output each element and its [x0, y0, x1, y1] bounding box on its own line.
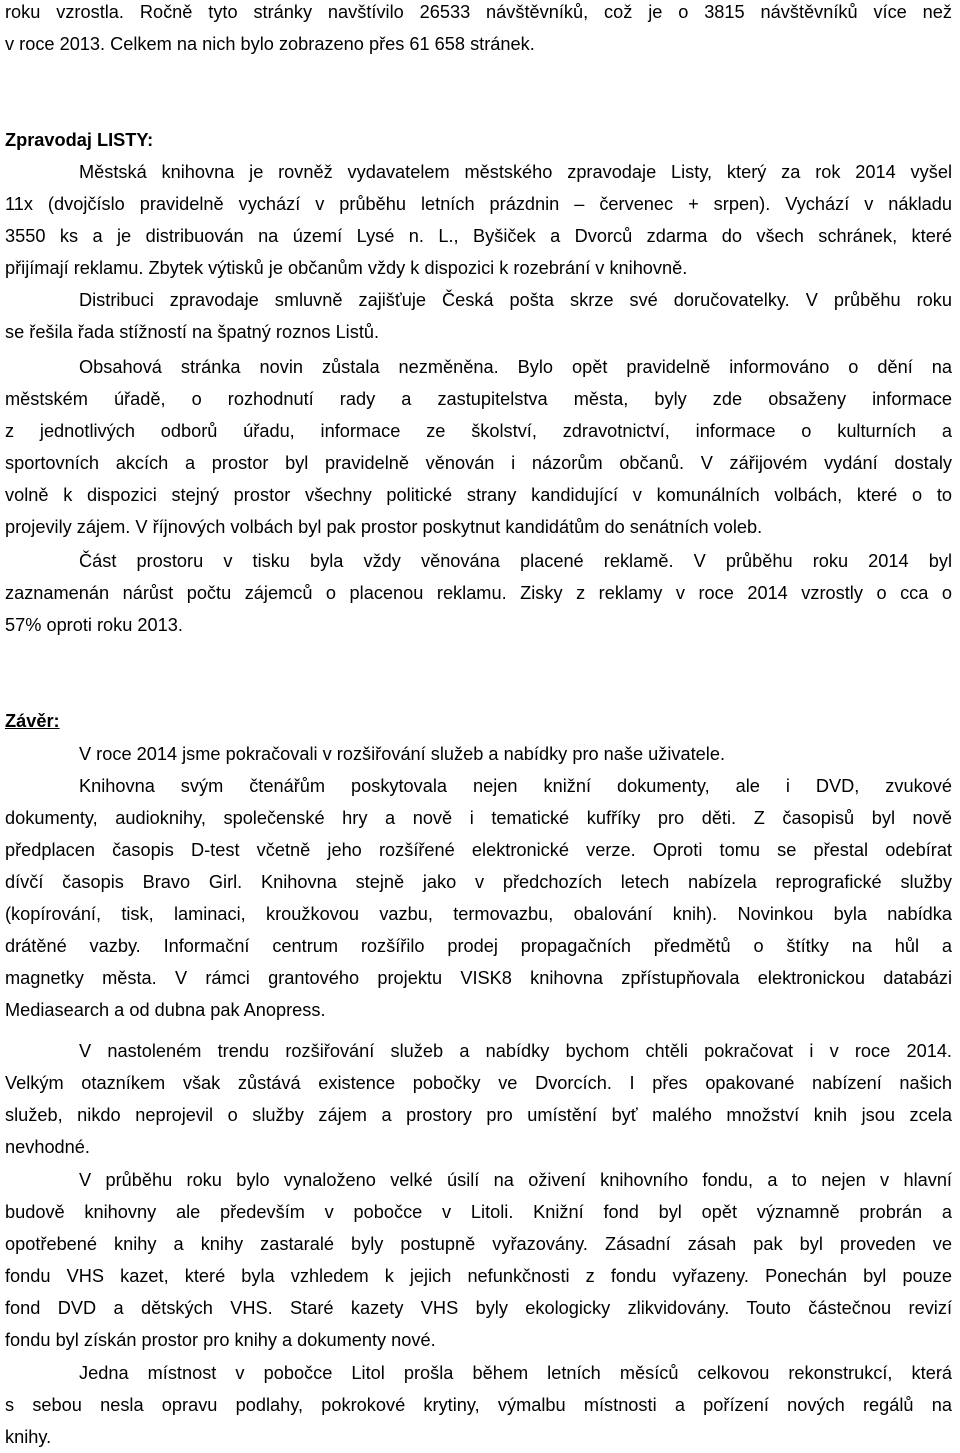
zaver-line-11: Velkým otazníkem však zůstává existence pobočky ve Dvorcích. I přes opakované nabízení našich	[5, 1073, 952, 1093]
zaver-line-5: dívčí časopis Bravo Girl. Knihovna stejně jako v předchozích letech nabízela reprografické služby	[5, 872, 952, 892]
zaver-line-2: Knihovna svým čtenářům poskytovala nejen knižní dokumenty, ale i DVD, zvukové	[79, 776, 952, 796]
section-heading-zaver: Závěr:	[5, 711, 60, 731]
listy-line-9: z jednotlivých odborů úřadu, informace ze školství, zdravotnictví, informace o kulturních a	[5, 421, 952, 441]
zaver-line-3: dokumenty, audioknihy, společenské hry a nově i tematické kufříky pro děti. Z časopisů byl nově	[5, 808, 952, 828]
zaver-line-16: opotřebené knihy a knihy zastaralé byly postupně vyřazovány. Zásadní zásah pak byl proveden ve	[5, 1234, 952, 1254]
listy-line-11: volně k dispozici stejný prostor všechny politické strany kandidující v komunálních volbách, které o to	[5, 485, 952, 505]
intro-line-1: roku vzrostla. Ročně tyto stránky navštívilo 26533 návštěvníků, což je o 3815 návštěvníků více než	[5, 2, 952, 22]
listy-line-13: Část prostoru v tisku byla vždy věnována placené reklamě. V průběhu roku 2014 byl	[79, 551, 952, 571]
zaver-line-4: předplacen časopis D-test včetně jeho rozšířené elektronické verze. Oproti tomu se přestal odebírat	[5, 840, 952, 860]
zaver-line-15: budově knihovny ale především v pobočce v Litoli. Knižní fond byl opět významně probrán a	[5, 1202, 952, 1222]
listy-line-14: zaznamenán nárůst počtu zájemců o placenou reklamu. Zisky z reklamy v roce 2014 vzrostly o cca o	[5, 583, 952, 603]
zaver-line-18: fond DVD a dětských VHS. Staré kazety VHS byly ekologicky zlikvidovány. Touto částečnou revizí	[5, 1298, 952, 1318]
listy-line-4: přijímají reklamu. Zbytek výtisků je občanům vždy k dispozici k rozebrání v knihovně.	[5, 258, 688, 278]
listy-line-10: sportovních akcích a prostor byl pravidelně věnován i názorům občanů. V zářijovém vydání dostaly	[5, 453, 952, 473]
zaver-line-7: drátěné vazby. Informační centrum rozšířilo prodej propagačních předmětů o štítky na hůl a	[5, 936, 952, 956]
zaver-line-17: fondu VHS kazet, které byla vzhledem k jejich nefunkčnosti z fondu vyřazeny. Ponechán byl pouze	[5, 1266, 952, 1286]
zaver-line-12: služeb, nikdo neprojevil o služby zájem a prostory pro umístění byť malého množství knih jsou zcela	[5, 1105, 952, 1125]
listy-line-1: Městská knihovna je rovněž vydavatelem městského zpravodaje Listy, který za rok 2014 vyšel	[79, 162, 952, 182]
zaver-line-20: Jedna místnost v pobočce Litol prošla během letních měsíců celkovou rekonstrukcí, která	[79, 1363, 952, 1383]
zaver-line-21: s sebou nesla opravu podlahy, pokrokové krytiny, výmalbu místnosti a pořízení nových regálů na	[5, 1395, 952, 1415]
listy-line-8: městském úřadě, o rozhodnutí rady a zastupitelstva města, byly zde obsaženy informace	[5, 389, 952, 409]
intro-line-2: v roce 2013. Celkem na nich bylo zobrazeno přes 61 658 stránek.	[5, 34, 535, 54]
zaver-line-14: V průběhu roku bylo vynaloženo velké úsilí na oživení knihovního fondu, a to nejen v hlavní	[79, 1170, 952, 1190]
zaver-line-10: V nastoleném trendu rozšiřování služeb a nabídky bychom chtěli pokračovat i v roce 2014.	[79, 1041, 952, 1061]
section-heading-listy: Zpravodaj LISTY:	[5, 130, 154, 150]
listy-line-7: Obsahová stránka novin zůstala nezměněna. Bylo opět pravidelně informováno o dění na	[79, 357, 952, 377]
zaver-line-8: magnetky města. V rámci grantového projektu VISK8 knihovna zpřístupňovala elektronickou databázi	[5, 968, 952, 988]
zaver-line-1: V roce 2014 jsme pokračovali v rozšiřování služeb a nabídky pro naše uživatele.	[79, 744, 725, 764]
listy-line-2: 11x (dvojčíslo pravidelně vychází v průběhu letních prázdnin – červenec + srpen). Vychází v nákladu	[5, 194, 952, 214]
listy-line-5: Distribuci zpravodaje smluvně zajišťuje Česká pošta skrze své doručovatelky. V průběhu roku	[79, 290, 952, 310]
zaver-line-19: fondu byl získán prostor pro knihy a dokumenty nové.	[5, 1330, 436, 1350]
listy-line-3: 3550 ks a je distribuován na území Lysé n. L., Byšiček a Dvorců zdarma do všech schránek, které	[5, 226, 952, 246]
listy-line-15: 57% oproti roku 2013.	[5, 615, 183, 635]
zaver-line-13: nevhodné.	[5, 1137, 90, 1157]
listy-line-6: se řešila řada stížností na špatný roznos Listů.	[5, 322, 380, 342]
zaver-line-9: Mediasearch a od dubna pak Anopress.	[5, 1000, 326, 1020]
listy-line-12: projevily zájem. V říjnových volbách byl pak prostor poskytnut kandidátům do senátních voleb.	[5, 517, 763, 537]
zaver-line-6: (kopírování, tisk, laminaci, kroužkovou vazbu, termovazbu, obalování knih). Novinkou byla nabídka	[5, 904, 952, 924]
zaver-line-22: knihy.	[5, 1427, 52, 1447]
